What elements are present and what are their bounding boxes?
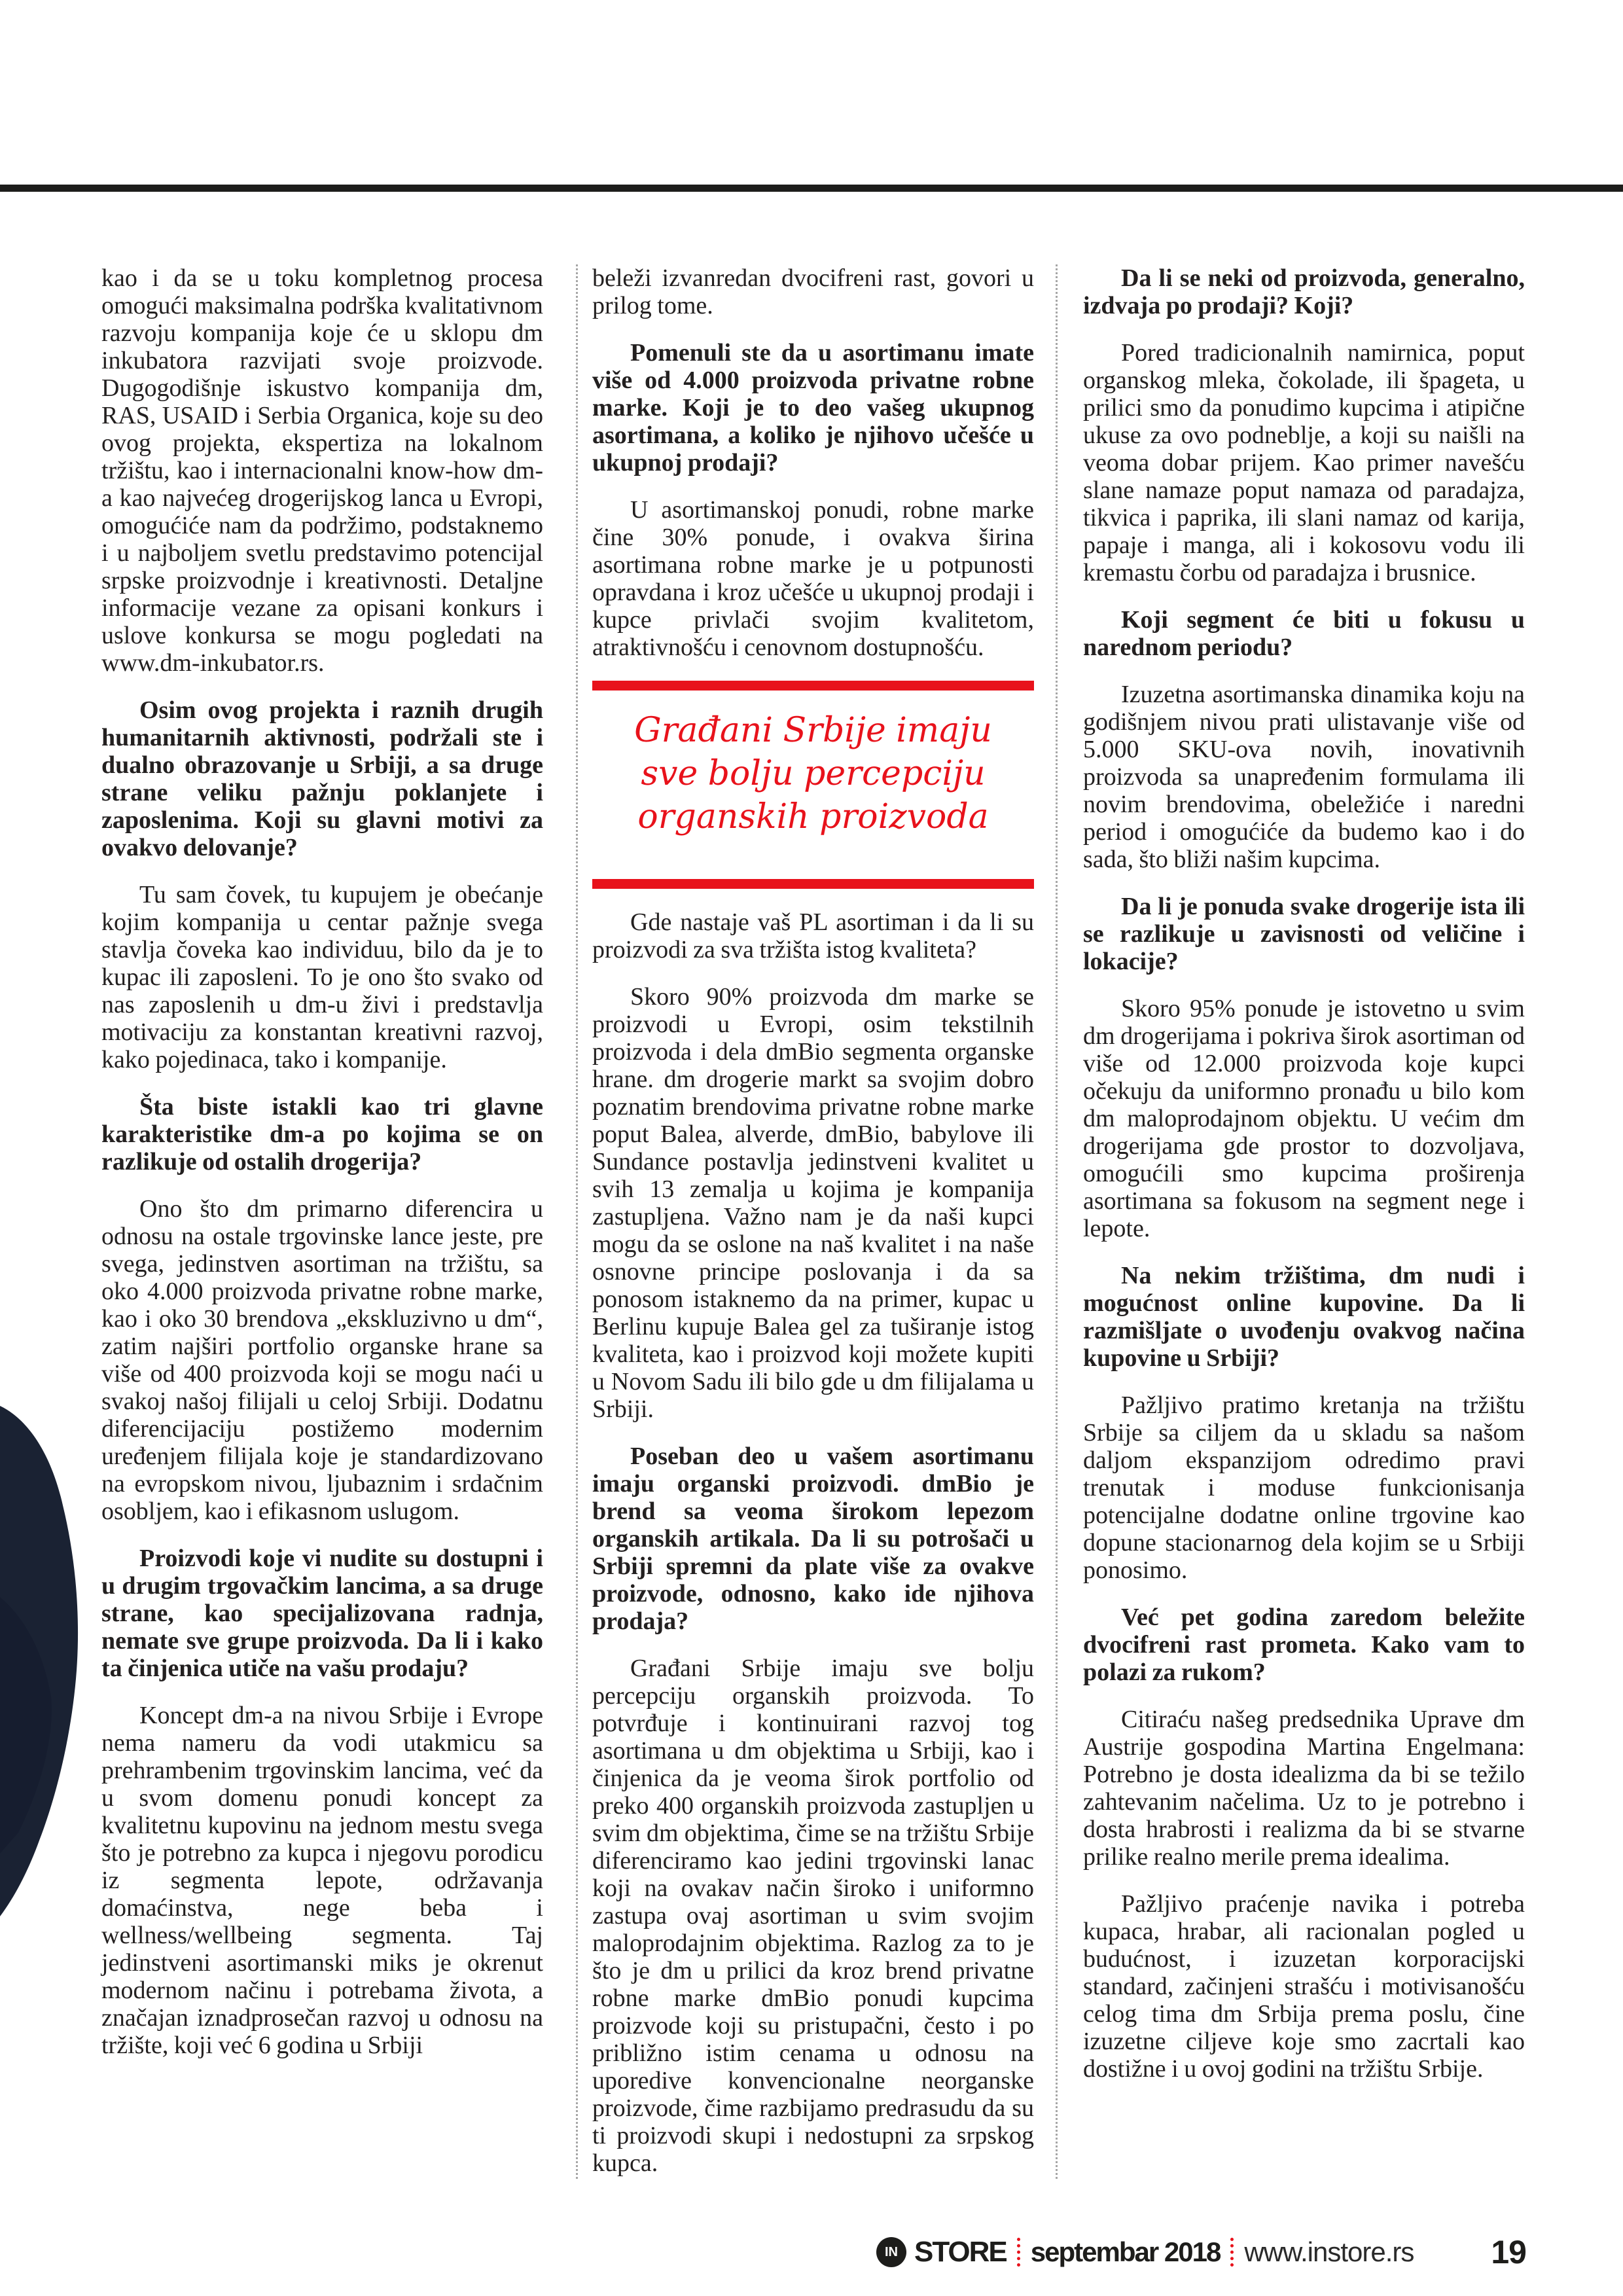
interview-question: Već pet godina zaredom beležite dvocifreni rast prometa. Kako vam to polazi za rukom? [1083, 1604, 1525, 1686]
article-paragraph: Pažljivo pratimo kretanja na tržištu Srbije sa ciljem da u skladu sa našom daljom ekspanzijom odredimo pravi trenutak i moduse funkcionisanja potencijalne dodatne online trgovine kao dopune stacionarnog dela kojim se u Srbiji ponosimo. [1083, 1391, 1525, 1584]
article-paragraph: Pored tradicionalnih namirnica, poput organskog mleka, čokolade, ili špageta, u prilici smo da ponudimo kupcima i atipične ukuse za ovo podneblje, a koji su naišli na veoma dobar prijem. Kao primer navešću slane namaze poput namaza od paradajza, tikvica i paprika, ili slani namaz od karija, papaje i manga, ali i kokosovu vodu ili kremastu čorbu od paradajza i brusnice. [1083, 339, 1525, 586]
footer-brand: STORE [914, 2236, 1007, 2268]
interview-question: Da li je ponuda svake drogerije ista ili se razlikuje u zavisnosti od veličine i lokacije? [1083, 893, 1525, 975]
instore-logo-icon: IN [876, 2237, 906, 2267]
top-rule [0, 185, 1623, 192]
article-body [101, 264, 1525, 2177]
article-paragraph: Tu sam čovek, tu kupujem je obećanje kojim kompanija u centar pažnje svega stavlja čoveka kao individuu, bilo da je to kupac ili zaposleni. To je ono što svako od nas zaposlenih u dm-u živi i predstavlja motivaciju za konstantan kreativni razvoj, kako pojedinaca, tako i kompanije. [101, 881, 543, 1073]
footer-page-number: 19 [1491, 2234, 1526, 2270]
article-paragraph: kao i da se u toku kompletnog procesa omogući maksimalna podrška kvalitativnom razvoju kompanija koje će u sklopu dm inkubatora razvijati svoje proizvode. Dugogodišnje iskustvo kompanija dm, RAS, USAID i Serbia Organica, koje su deo ovog projekta, ekspertiza na lokalnom tržištu, kao i internacionalni know-how dm-a kao najvećeg drogerijskog lanca u Evropi, omogućiće nam da podržimo, podstaknemo i u najboljem svetlu predstavimo potencijal srpske proizvodnje i kreativnosti. Detaljne informacije vezane za opisani konkurs i uslove konkursa se mogu pogledati na www.dm-inkubator.rs. [101, 264, 543, 677]
article-paragraph: Koncept dm-a na nivou Srbije i Evrope nema nameru da vodi utakmicu sa prehrambenim trgovinskim lancima, već da u svom domenu ponudi koncept za kvalitetnu kupovinu na jednom mestu svega što je potrebno za kupca i njegovu porodicu iz segmenta lepote, održavanja domaćinstva, nege beba i wellness/wellbeing segmenta. Taj jedinstveni asortimanski miks je okrenut modernom načinu i potrebama života, a značajan iznadprosečan razvoj u odnosu na tržište, koji već 6 godina u Srbiji [101, 1702, 543, 2059]
footer [876, 2233, 1526, 2271]
article-paragraph: Citiraću našeg predsednika Uprave dm Austrije gospodina Martina Engelmana: Potrebno je dosta idealizma da bi se težilo zahtevanim načelima. Uz to je potrebno i dosta hrabrosti i realizma da bi se stvarne prilike realno merile prema idealima. [1083, 1706, 1525, 1871]
pull-quote: Građani Srbije imaju sve bolju percepciju organskih proizvoda [592, 681, 1034, 889]
interview-question: Koji segment će biti u fokusu u narednom periodu? [1083, 606, 1525, 661]
article-paragraph: Skoro 90% proizvoda dm marke se proizvodi u Evropi, osim tekstilnih proizvoda i dela dmBio segmenta organske hrane. dm drogerie markt sa svojim dobro poznatim brendovima privatne robne marke poput Balea, alverde, dmBio, babylove ili Sundance postavlja jedinstveni kvalitet u svih 13 zemalja u kojima je kompanija zastupljena. Važno nam je da naši kupci mogu da se oslone na naš kvalitet i na naše osnovne principe poslovanja i da sa ponosom istaknemo da na primer, kupac u Berlinu kupuje Balea gel za tuširanje istog kvaliteta, kao i proizvod koji možete kupiti u Novom Sadu ili bilo gde u dm filijalama u Srbiji. [592, 983, 1034, 1423]
article-paragraph: Gde nastaje vaš PL asortiman i da li su proizvodi za sva tržišta istog kvaliteta? [592, 908, 1034, 963]
article-column-2 [592, 264, 1034, 2177]
interview-question: Na nekim tržištima, dm nudi i mogućnost online kupovine. Da li razmišljate o uvođenju ovakvog načina kupovine u Srbiji? [1083, 1262, 1525, 1372]
photo-edge-suit [0, 1401, 92, 1924]
article-column-1 [101, 264, 543, 2177]
interview-question: Poseban deo u vašem asortimanu imaju organski proizvodi. dmBio je brend sa veoma širokom lepezom organskih artikala. Da li su potrošači u Srbiji spremni da plate više za ovakve proizvode, odnosno, kako ide njihova prodaja? [592, 1443, 1034, 1635]
article-paragraph: U asortimanskoj ponudi, robne marke čine 30% ponude, i ovakva širina asortimana robne marke je u potpunosti opravdana i kroz učešće u ukupnoj prodaji i kupce privlači svojim kvalitetom, atraktivnošću i cenovnom dostupnošću. [592, 496, 1034, 661]
footer-issue: septembar 2018 [1030, 2236, 1221, 2267]
footer-separator [1230, 2238, 1234, 2267]
article-paragraph: Ono što dm primarno diferencira u odnosu na ostale trgovinske lance jeste, pre svega, jedinstven asortiman na tržištu, sa oko 4.000 proizvoda privatne robne marke, kao i oko 30 brendova „ekskluzivno u dm“, zatim najširi portfolio organske hrane sa više od 400 proizvoda koji se mogu naći u svakoj našoj filijali u celoj Srbiji. Dodatnu diferencijaciju postižemo modernim uređenjem filijala koje je standardizovano na evropskom nivou, ljubaznim i srdačnim osobljem, kao i efikasnom uslugom. [101, 1195, 543, 1525]
article-column-3 [1083, 264, 1525, 2177]
footer-separator [1017, 2238, 1020, 2267]
article-paragraph: Građani Srbije imaju sve bolju percepciju organskih proizvoda. To potvrđuje i kontinuirani razvoj tog asortimana u dm objektima u Srbiji, kao i činjenica da je veoma širok portfolio od preko 400 organskih proizvoda zastupljen u svim dm objektima, čime se na tržištu Srbije diferenciramo kao jedini trgovinski lanac koji na ovakav način široko i uniformno zastupa ovaj asortiman u svim svojim maloprodajnim objektima. Razlog za to je što je dm u prilici da kroz brend privatne robne marke dmBio ponudi kupcima proizvode koji su pristupačni, često i po približno istim cenama u odnosu na uporedive konvencionalne neorganske proizvode, čime razbijamo predrasudu da su ti proizvodi skupi i nedostupni za srpskog kupca. [592, 1655, 1034, 2177]
footer-website: www.instore.rs [1244, 2236, 1414, 2267]
interview-question: Proizvodi koje vi nudite su dostupni i u drugim trgovačkim lancima, a sa druge strane, kao specijalizovana radnja, nemate sve grupe proizvoda. Da li i kako ta činjenica utiče na vašu prodaju? [101, 1545, 543, 1682]
interview-question: Osim ovog projekta i raznih drugih humanitarnih aktivnosti, podržali ste i dualno obrazovanje u Srbiji, a sa druge strane veliku pažnju poklanjete i zaposlenima. Koji su glavni motivi za ovakvo delovanje? [101, 696, 543, 861]
article-paragraph: Skoro 95% ponude je istovetno u svim dm drogerijama i pokriva širok asortiman od više od 12.000 proizvoda koje kupci očekuju da uniformno pronađu u bilo kom dm maloprodajnom objektu. U većim dm drogerijama gde prostor to dozvoljava, omogućili smo kupcima proširenja asortimana sa fokusom na segment nege i lepote. [1083, 995, 1525, 1242]
article-paragraph: beleži izvanredan dvocifreni rast, govori u prilog tome. [592, 264, 1034, 319]
interview-question: Da li se neki od proizvoda, generalno, izdvaja po prodaji? Koji? [1083, 264, 1525, 319]
interview-question: Pomenuli ste da u asortimanu imate više od 4.000 proizvoda privatne robne marke. Koji je to deo vašeg ukupnog asortimana, a koliko je njihovo učešće u ukupnoj prodaji? [592, 339, 1034, 476]
article-paragraph: Pažljivo praćenje navika i potreba kupaca, hrabar, ali racionalan pogled u budućnost, i izuzetan korporacijski standard, začinjeni strašću i motivisanošću celog tima dm Srbija prema poslu, čine izuzetne ciljeve koje smo zacrtali kao dostižne i u ovoj godini na tržištu Srbije. [1083, 1890, 1525, 2083]
article-paragraph: Izuzetna asortimanska dinamika koju na godišnjem nivou prati ulistavanje više od 5.000 SKU-ova novih, inovativnih proizvoda sa unapređenim formulama ili novim brendovima, obeležiće i naredni period i omogućiće da budemo kao i do sada, što bliži našim kupcima. [1083, 681, 1525, 873]
interview-question: Šta biste istakli kao tri glavne karakteristike dm-a po kojima se on razlikuje od ostalih drogerija? [101, 1093, 543, 1175]
